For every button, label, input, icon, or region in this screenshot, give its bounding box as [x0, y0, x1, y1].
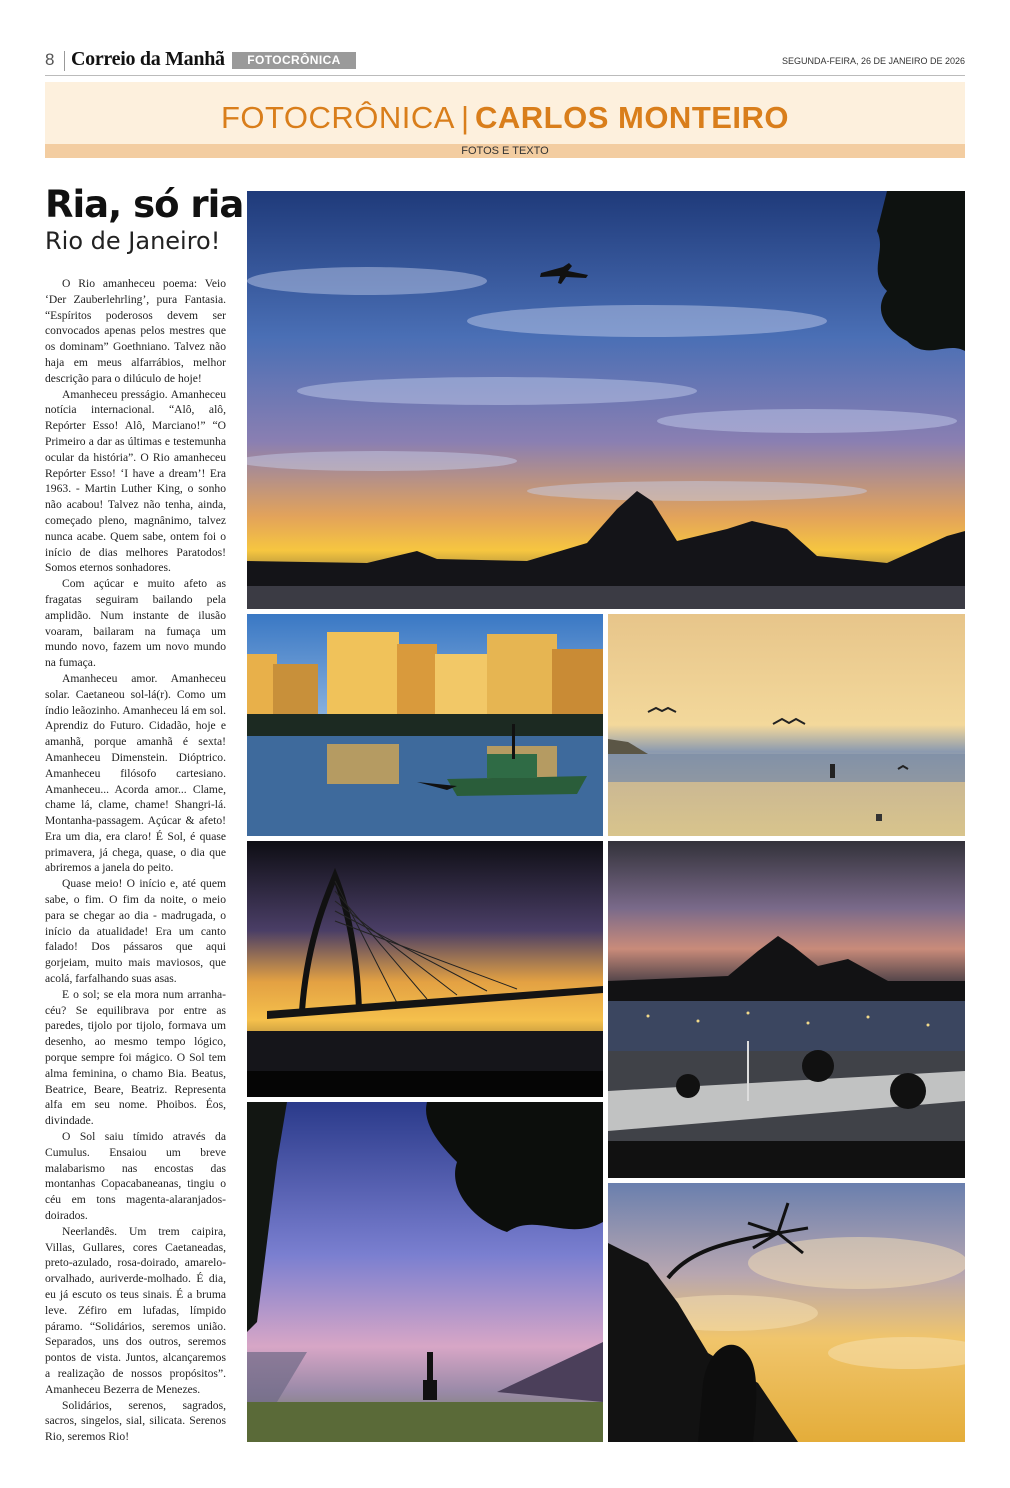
article-paragraph: E o sol; se ela mora num arranha-céu? Se equilibrava por entre as paredes, tijolo por tijolo, formava um desenho, ao mesmo tempo lógico, porque sempre foi mágico. O Sol tem alma feminina, o chamo Bia. Beatus, Beatrice, Beare, Beatriz. Representa alfa em seu nome. Phoibos. Éos, divindade.	[45, 987, 226, 1128]
article-paragraph: Solidários, serenos, sagrados, sacros, singelos, sial, silicata. Serenos Rio, seremos Rio!	[45, 1398, 226, 1444]
photo-palm-silhouette-sunset	[608, 1183, 965, 1442]
newspaper-masthead: Correio da Manhã	[71, 48, 225, 70]
column-separator: |	[460, 100, 469, 135]
section-tag: FOTOCRÔNICA	[232, 52, 356, 69]
photo-sugarloaf-sunrise	[247, 191, 965, 609]
article-paragraph: Com açúcar e muito afeto as fragatas seguiram bailando pela amplidão. Num instante de ilusão voaram, bailaram na fumaça um mundo novo, fazem um novo mundo na fumaça.	[45, 577, 226, 670]
photo-cable-bridge-dusk	[247, 841, 603, 1097]
byline: FOTOS E TEXTO	[461, 145, 549, 157]
photo-beach-seagulls	[608, 614, 965, 836]
top-strip	[45, 48, 965, 76]
article-paragraph: Amanheceu presságio. Amanheceu notícia internacional. “Alô, alô, Repórter Esso! Alô, Marciano!” “O Primeiro a dar as últimas e testemunha ocular da história”. O Rio amanheceu Repórter Esso! ‘I have a dream’! Era 1963. - Martin Luther King, o sonho não acabou! Talvez não tenha, ainda, começado pleno, magnânimo, talvez nunca acabe. Quem sabe, ontem foi o início de dias melhores Paratodos! Somos eternos sonhadores.	[45, 387, 226, 575]
article-subhead: Rio de Janeiro!	[45, 227, 221, 255]
article-body	[45, 276, 226, 1448]
article-paragraph: O Sol saiu tímido através da Cumulus. Ensaiou um breve malabarismo nas encostas das montanhas Copacabaneanas, tingiu o céu em tons magenta-alaranjados-doirados.	[45, 1130, 226, 1223]
article-paragraph: Amanheceu amor. Amanheceu solar. Caetaneou sol-lá(r). Como um índio leãozinho. Amanheceu lá em sol. Aprendiz do Futuro. Cidadão, hoje e amanhã, porque amanhã é sexta! Amanheceu Dimenstein. Dióptrico. Amanheceu filósofo cartesiano. Amanheceu... Acorda amor... Clame, chame lá, clame, chame! Shangri-lá. Montanha-passagem. Açúcar & afeto! Era um dia, era claro! É Sol, é quase primavera, já chega, quase, o dia que abriremos a janela do peito.	[45, 671, 226, 875]
column-title	[45, 100, 965, 136]
byline-strip	[45, 144, 965, 158]
article-paragraph: Quase meio! O início e, até quem sabe, o fim. O fim da noite, o meio para se chegar ao dia - madrugada, o início da atualidade! Era um canto falado! Dos pássaros que aqui gorjeiam, muito mais maviosos, que acolá, farfalhando suas asas.	[45, 877, 226, 986]
page-number: 8	[45, 50, 55, 69]
page-separator	[64, 51, 65, 71]
photo-bay-night-avenue	[608, 841, 965, 1178]
article-headline: Ria, só ria	[45, 183, 244, 226]
photo-golden-buildings-boat	[247, 614, 603, 836]
column-header	[45, 82, 965, 144]
article-paragraph: Neerlandês. Um trem caipira, Villas, Gullares, cores Caetaneadas, preto-azulado, rosa-doirado, amarelo-orvalhado, auriverde-molhado. É dia, eu já escuto os teus sinais. É a bruma leve. Zéfiro em lufadas, límpido páramo. “Solidários, seremos união. Separados, uns dos outros, seremos pontos de vista. Juntos, alcançaremos a realização de nossos propósitos”. Amanheceu Bezerra de Menezes.	[45, 1224, 226, 1396]
article-paragraph: O Rio amanheceu poema: Veio ‘Der Zauberlehrling’, pura Fantasia. “Espíritos poderosos devem ser convocados apenas pelos mestres que os dominam” Goethniano. Talvez não haja em meus alfarrábios, melhor descrição para o dilúculo de hoje!	[45, 277, 226, 385]
column-kind: FOTOCRÔNICA	[220, 100, 455, 135]
photo-statue-tree-twilight	[247, 1102, 603, 1442]
column-author: CARLOS MONTEIRO	[475, 100, 790, 135]
issue-date: SEGUNDA-FEIRA, 26 DE JANEIRO DE 2026	[781, 56, 965, 66]
